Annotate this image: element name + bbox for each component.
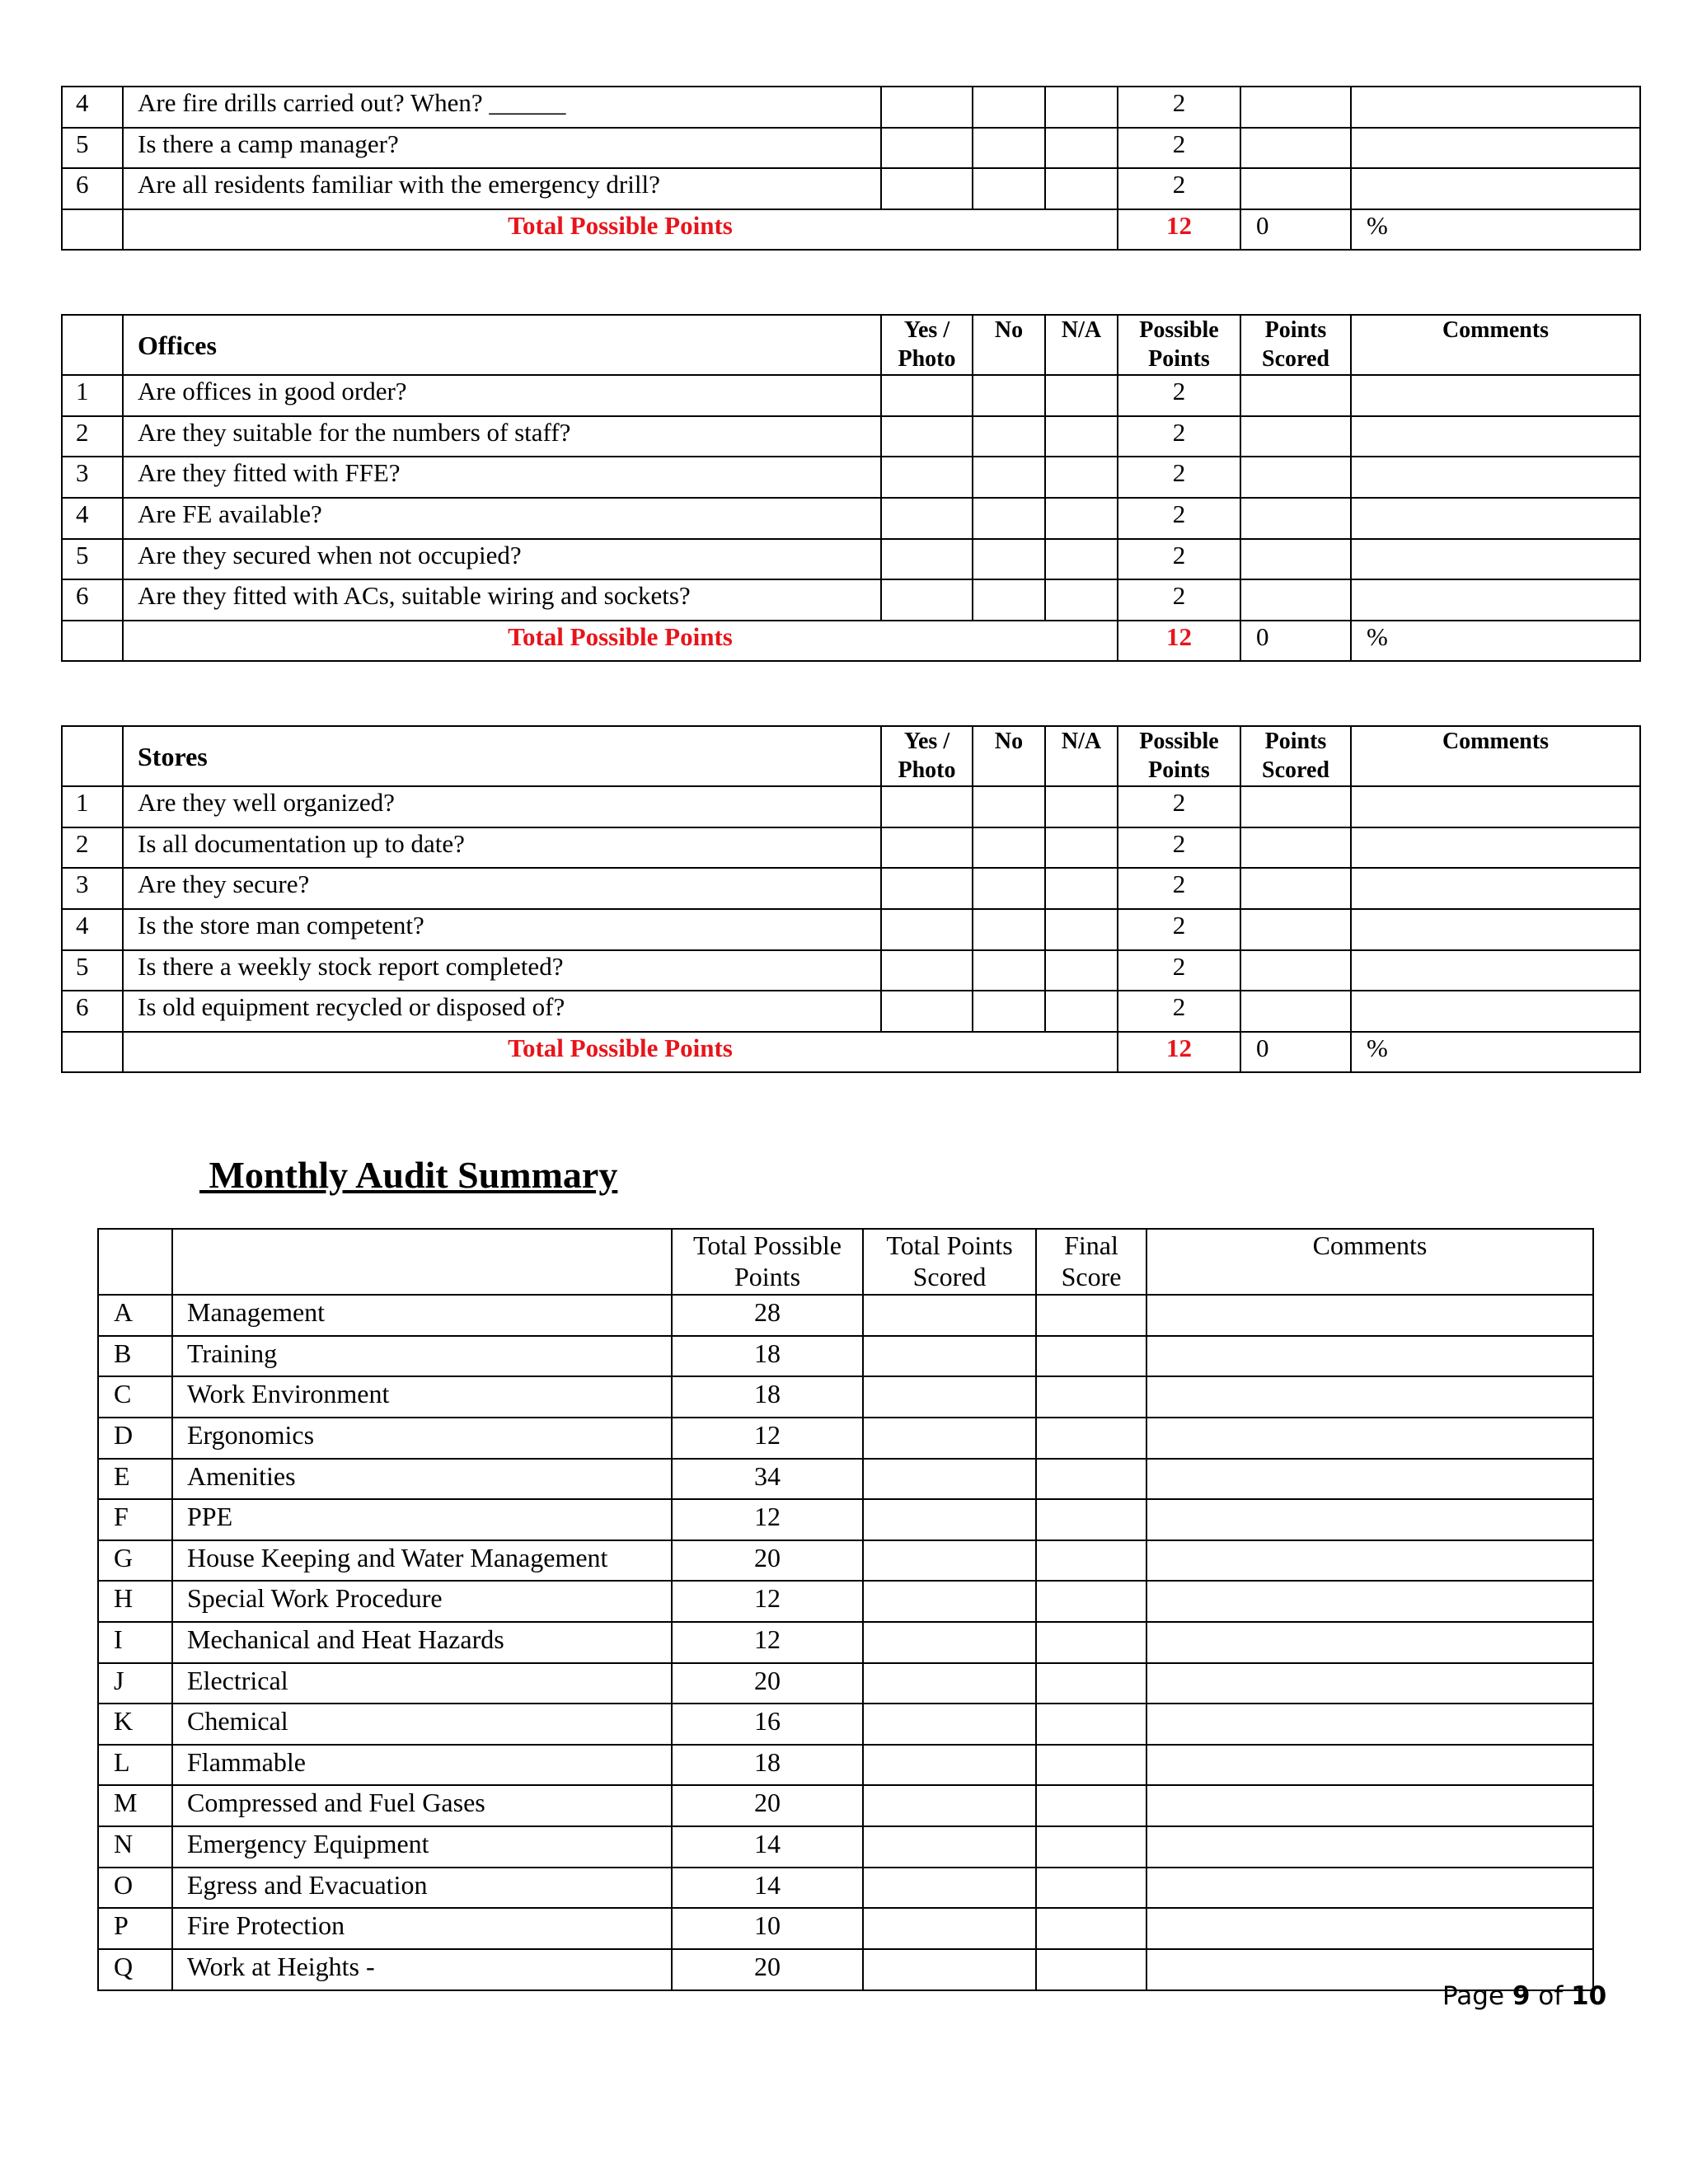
yes-cell[interactable] <box>881 87 973 128</box>
no-cell[interactable] <box>973 457 1045 498</box>
total-percent: % <box>1351 621 1640 661</box>
possible-points: 2 <box>1118 539 1240 579</box>
row-number: 4 <box>62 87 123 128</box>
comments-cell[interactable] <box>1351 87 1640 128</box>
question: Is there a camp manager? <box>123 128 881 168</box>
na-cell[interactable] <box>1045 168 1118 209</box>
category-letter: Q <box>98 1949 172 1990</box>
question: Are they well organized? <box>123 786 881 827</box>
question: Are they fitted with FFE? <box>123 457 881 498</box>
header-total-possible-points: Total Possible Points <box>672 1229 863 1295</box>
category-letter: M <box>98 1785 172 1826</box>
final-cell[interactable] <box>1036 1663 1146 1704</box>
scored-cell[interactable] <box>863 1826 1036 1868</box>
scored-cell[interactable] <box>1240 375 1351 416</box>
final-cell[interactable] <box>1036 1908 1146 1949</box>
header-possible-points: Possible Points <box>1118 726 1240 786</box>
total-percent: % <box>1351 1032 1640 1072</box>
header-comments: Comments <box>1146 1229 1593 1295</box>
summary-row <box>98 1868 1593 1908</box>
header-comments: Comments <box>1351 315 1640 375</box>
comments-cell[interactable] <box>1351 498 1640 539</box>
question: Are FE available? <box>123 498 881 539</box>
header-row <box>62 726 1640 786</box>
question: Are offices in good order? <box>123 375 881 416</box>
possible-points: 2 <box>1118 128 1240 168</box>
possible-points: 2 <box>1118 868 1240 909</box>
scored-cell[interactable] <box>1240 579 1351 621</box>
na-cell[interactable] <box>1045 950 1118 991</box>
comments-cell[interactable] <box>1351 457 1640 498</box>
no-cell[interactable] <box>973 168 1045 209</box>
row-number: 3 <box>62 868 123 909</box>
question: Is old equipment recycled or disposed of? <box>123 991 881 1032</box>
category-name: Compressed and Fuel Gases <box>172 1785 672 1826</box>
final-cell[interactable] <box>1036 1581 1146 1622</box>
category-points: 20 <box>672 1949 863 1990</box>
comments-cell[interactable] <box>1146 1336 1593 1376</box>
question: Are fire drills carried out? When? ______ <box>123 87 881 128</box>
final-cell[interactable] <box>1036 1540 1146 1581</box>
no-cell[interactable] <box>973 827 1045 868</box>
category-name: Mechanical and Heat Hazards <box>172 1622 672 1663</box>
category-name: Egress and Evacuation <box>172 1868 672 1908</box>
scored-cell[interactable] <box>1240 827 1351 868</box>
scored-cell[interactable] <box>863 1622 1036 1663</box>
summary-row <box>98 1622 1593 1663</box>
final-cell[interactable] <box>1036 1418 1146 1459</box>
comments-cell[interactable] <box>1351 539 1640 579</box>
final-cell[interactable] <box>1036 1745 1146 1785</box>
comments-cell[interactable] <box>1351 909 1640 950</box>
yes-cell[interactable] <box>881 991 973 1032</box>
possible-points: 2 <box>1118 498 1240 539</box>
no-cell[interactable] <box>973 786 1045 827</box>
row-number: 5 <box>62 128 123 168</box>
category-points: 14 <box>672 1868 863 1908</box>
scored-cell[interactable] <box>1240 128 1351 168</box>
total-scored: 0 <box>1240 1032 1351 1072</box>
total-label: Total Possible Points <box>123 621 1118 661</box>
scored-cell[interactable] <box>863 1295 1036 1336</box>
category-name: Special Work Procedure <box>172 1581 672 1622</box>
category-name: House Keeping and Water Management <box>172 1540 672 1581</box>
scored-cell[interactable] <box>863 1868 1036 1908</box>
category-letter: J <box>98 1663 172 1704</box>
category-letter: P <box>98 1908 172 1949</box>
comments-cell[interactable] <box>1146 1868 1593 1908</box>
section-title: Stores <box>123 726 881 786</box>
page-current: 9 <box>1512 1981 1531 2011</box>
header-na: N/A <box>1045 726 1118 786</box>
category-letter: D <box>98 1418 172 1459</box>
category-name: Emergency Equipment <box>172 1826 672 1868</box>
comments-cell[interactable] <box>1146 1826 1593 1868</box>
comments-cell[interactable] <box>1351 991 1640 1032</box>
question: Is there a weekly stock report completed? <box>123 950 881 991</box>
comments-cell[interactable] <box>1351 579 1640 621</box>
scored-cell[interactable] <box>1240 868 1351 909</box>
scored-cell[interactable] <box>863 1949 1036 1990</box>
header-yes-photo: Yes / Photo <box>881 726 973 786</box>
row-number: 4 <box>62 909 123 950</box>
category-points: 28 <box>672 1295 863 1336</box>
table-row <box>62 786 1640 827</box>
possible-points: 2 <box>1118 786 1240 827</box>
category-points: 18 <box>672 1745 863 1785</box>
comments-cell[interactable] <box>1351 168 1640 209</box>
na-cell[interactable] <box>1045 375 1118 416</box>
category-points: 10 <box>672 1908 863 1949</box>
summary-title: Monthly Audit Summary <box>199 1154 618 1196</box>
summary-row <box>98 1540 1593 1581</box>
possible-points: 2 <box>1118 375 1240 416</box>
final-cell[interactable] <box>1036 1785 1146 1826</box>
yes-cell[interactable] <box>881 168 973 209</box>
scored-cell[interactable] <box>863 1418 1036 1459</box>
summary-row <box>98 1908 1593 1949</box>
comments-cell[interactable] <box>1146 1908 1593 1949</box>
possible-points: 2 <box>1118 87 1240 128</box>
row-number: 1 <box>62 786 123 827</box>
comments-cell[interactable] <box>1351 950 1640 991</box>
header-na: N/A <box>1045 315 1118 375</box>
scored-cell[interactable] <box>1240 416 1351 457</box>
row-number: 6 <box>62 579 123 621</box>
yes-cell[interactable] <box>881 498 973 539</box>
header-yes-photo: Yes / Photo <box>881 315 973 375</box>
category-points: 18 <box>672 1336 863 1376</box>
yes-cell[interactable] <box>881 579 973 621</box>
table-row <box>62 827 1640 868</box>
na-cell[interactable] <box>1045 416 1118 457</box>
comments-cell[interactable] <box>1146 1418 1593 1459</box>
table-row <box>62 168 1640 209</box>
final-cell[interactable] <box>1036 1295 1146 1336</box>
na-cell[interactable] <box>1045 128 1118 168</box>
yes-cell[interactable] <box>881 539 973 579</box>
table-row <box>62 909 1640 950</box>
yes-cell[interactable] <box>881 786 973 827</box>
na-cell[interactable] <box>1045 579 1118 621</box>
no-cell[interactable] <box>973 909 1045 950</box>
comments-cell[interactable] <box>1351 827 1640 868</box>
possible-points: 2 <box>1118 909 1240 950</box>
category-letter: F <box>98 1499 172 1540</box>
header-no: No <box>973 315 1045 375</box>
final-cell[interactable] <box>1036 1376 1146 1418</box>
total-points: 12 <box>1118 209 1240 250</box>
category-name: Work Environment <box>172 1376 672 1418</box>
scored-cell[interactable] <box>1240 87 1351 128</box>
comments-cell[interactable] <box>1146 1459 1593 1499</box>
na-cell[interactable] <box>1045 868 1118 909</box>
row-number: 4 <box>62 498 123 539</box>
na-cell[interactable] <box>1045 827 1118 868</box>
category-name: Training <box>172 1336 672 1376</box>
category-points: 18 <box>672 1376 863 1418</box>
scored-cell[interactable] <box>863 1376 1036 1418</box>
total-percent: % <box>1351 209 1640 250</box>
row-number: 2 <box>62 827 123 868</box>
category-letter: E <box>98 1459 172 1499</box>
scored-cell[interactable] <box>1240 498 1351 539</box>
na-cell[interactable] <box>1045 786 1118 827</box>
no-cell[interactable] <box>973 128 1045 168</box>
question: Are they secure? <box>123 868 881 909</box>
category-letter: B <box>98 1336 172 1376</box>
category-letter: G <box>98 1540 172 1581</box>
na-cell[interactable] <box>1045 457 1118 498</box>
no-cell[interactable] <box>973 539 1045 579</box>
comments-cell[interactable] <box>1351 786 1640 827</box>
table-row <box>62 539 1640 579</box>
category-letter: L <box>98 1745 172 1785</box>
question: Is the store man competent? <box>123 909 881 950</box>
final-cell[interactable] <box>1036 1868 1146 1908</box>
yes-cell[interactable] <box>881 827 973 868</box>
summary-header-row <box>98 1229 1593 1295</box>
no-cell[interactable] <box>973 87 1045 128</box>
page-of: of <box>1538 1981 1564 2011</box>
page-number <box>1442 1980 1607 2013</box>
category-points: 14 <box>672 1826 863 1868</box>
na-cell[interactable] <box>1045 539 1118 579</box>
question: Are they fitted with ACs, suitable wiring and sockets? <box>123 579 881 621</box>
table-row <box>62 128 1640 168</box>
comments-cell[interactable] <box>1351 868 1640 909</box>
category-letter: N <box>98 1826 172 1868</box>
scored-cell[interactable] <box>863 1785 1036 1826</box>
yes-cell[interactable] <box>881 950 973 991</box>
category-points: 12 <box>672 1581 863 1622</box>
comments-cell[interactable] <box>1146 1704 1593 1745</box>
row-number: 2 <box>62 416 123 457</box>
header-points-scored: Points Scored <box>1240 726 1351 786</box>
total-scored: 0 <box>1240 209 1351 250</box>
header-possible-points: Possible Points <box>1118 315 1240 375</box>
row-number: 6 <box>62 991 123 1032</box>
scored-cell[interactable] <box>1240 991 1351 1032</box>
no-cell[interactable] <box>973 375 1045 416</box>
final-cell[interactable] <box>1036 1622 1146 1663</box>
category-name: Electrical <box>172 1663 672 1704</box>
category-points: 20 <box>672 1540 863 1581</box>
category-letter: H <box>98 1581 172 1622</box>
audit-table-continuation <box>61 86 1641 251</box>
header-total-points-scored: Total Points Scored <box>863 1229 1036 1295</box>
summary-table <box>97 1228 1594 1991</box>
yes-cell[interactable] <box>881 128 973 168</box>
row-number: 3 <box>62 457 123 498</box>
summary-row <box>98 1949 1593 1990</box>
summary-row <box>98 1459 1593 1499</box>
yes-cell[interactable] <box>881 375 973 416</box>
scored-cell[interactable] <box>1240 539 1351 579</box>
no-cell[interactable] <box>973 868 1045 909</box>
possible-points: 2 <box>1118 827 1240 868</box>
final-cell[interactable] <box>1036 1826 1146 1868</box>
no-cell[interactable] <box>973 991 1045 1032</box>
audit-table-stores <box>61 725 1641 1073</box>
summary-row <box>98 1785 1593 1826</box>
total-row <box>62 621 1640 661</box>
table-row <box>62 950 1640 991</box>
table-row <box>62 498 1640 539</box>
comments-cell[interactable] <box>1351 375 1640 416</box>
final-cell[interactable] <box>1036 1336 1146 1376</box>
summary-row <box>98 1663 1593 1704</box>
summary-row <box>98 1376 1593 1418</box>
page-total: 10 <box>1571 1981 1607 2011</box>
header-comments: Comments <box>1351 726 1640 786</box>
category-name: Fire Protection <box>172 1908 672 1949</box>
scored-cell[interactable] <box>863 1459 1036 1499</box>
scored-cell[interactable] <box>863 1908 1036 1949</box>
table-row <box>62 868 1640 909</box>
yes-cell[interactable] <box>881 868 973 909</box>
summary-row <box>98 1745 1593 1785</box>
table-row <box>62 991 1640 1032</box>
summary-row <box>98 1336 1593 1376</box>
question: Are they suitable for the numbers of staff? <box>123 416 881 457</box>
category-name: Management <box>172 1295 672 1336</box>
audit-table-offices <box>61 314 1641 662</box>
total-scored: 0 <box>1240 621 1351 661</box>
scored-cell[interactable] <box>863 1704 1036 1745</box>
summary-row <box>98 1418 1593 1459</box>
no-cell[interactable] <box>973 579 1045 621</box>
yes-cell[interactable] <box>881 909 973 950</box>
no-cell[interactable] <box>973 498 1045 539</box>
possible-points: 2 <box>1118 416 1240 457</box>
table-row <box>62 87 1640 128</box>
final-cell[interactable] <box>1036 1949 1146 1990</box>
category-points: 12 <box>672 1499 863 1540</box>
comments-cell[interactable] <box>1146 1295 1593 1336</box>
summary-row <box>98 1704 1593 1745</box>
row-number: 5 <box>62 950 123 991</box>
scored-cell[interactable] <box>863 1663 1036 1704</box>
yes-cell[interactable] <box>881 457 973 498</box>
section-title: Offices <box>123 315 881 375</box>
total-points: 12 <box>1118 621 1240 661</box>
scored-cell[interactable] <box>863 1499 1036 1540</box>
category-name: Chemical <box>172 1704 672 1745</box>
final-cell[interactable] <box>1036 1704 1146 1745</box>
possible-points: 2 <box>1118 991 1240 1032</box>
row-number: 5 <box>62 539 123 579</box>
scored-cell[interactable] <box>1240 168 1351 209</box>
na-cell[interactable] <box>1045 991 1118 1032</box>
comments-cell[interactable] <box>1146 1745 1593 1785</box>
header-final-score: Final Score <box>1036 1229 1146 1295</box>
total-row <box>62 209 1640 250</box>
scored-cell[interactable] <box>1240 786 1351 827</box>
category-points: 34 <box>672 1459 863 1499</box>
category-name: PPE <box>172 1499 672 1540</box>
comments-cell[interactable] <box>1146 1376 1593 1418</box>
table-row <box>62 416 1640 457</box>
category-points: 12 <box>672 1622 863 1663</box>
category-name: Ergonomics <box>172 1418 672 1459</box>
possible-points: 2 <box>1118 457 1240 498</box>
possible-points: 2 <box>1118 950 1240 991</box>
table-row <box>62 457 1640 498</box>
row-number: 1 <box>62 375 123 416</box>
possible-points: 2 <box>1118 579 1240 621</box>
comments-cell[interactable] <box>1146 1622 1593 1663</box>
scored-cell[interactable] <box>1240 950 1351 991</box>
category-letter: C <box>98 1376 172 1418</box>
question: Is all documentation up to date? <box>123 827 881 868</box>
summary-row <box>98 1826 1593 1868</box>
no-cell[interactable] <box>973 416 1045 457</box>
scored-cell[interactable] <box>863 1336 1036 1376</box>
comments-cell[interactable] <box>1146 1581 1593 1622</box>
summary-row <box>98 1581 1593 1622</box>
comments-cell[interactable] <box>1351 416 1640 457</box>
no-cell[interactable] <box>973 950 1045 991</box>
scored-cell[interactable] <box>1240 909 1351 950</box>
comments-cell[interactable] <box>1146 1540 1593 1581</box>
scored-cell[interactable] <box>863 1540 1036 1581</box>
yes-cell[interactable] <box>881 416 973 457</box>
category-letter: I <box>98 1622 172 1663</box>
question: Are all residents familiar with the emergency drill? <box>123 168 881 209</box>
question: Are they secured when not occupied? <box>123 539 881 579</box>
header-points-scored: Points Scored <box>1240 315 1351 375</box>
page-label: Page <box>1442 1981 1505 2011</box>
na-cell[interactable] <box>1045 87 1118 128</box>
row-number: 6 <box>62 168 123 209</box>
comments-cell[interactable] <box>1351 128 1640 168</box>
total-label: Total Possible Points <box>123 209 1118 250</box>
category-letter: K <box>98 1704 172 1745</box>
total-row <box>62 1032 1640 1072</box>
total-label: Total Possible Points <box>123 1032 1118 1072</box>
category-points: 12 <box>672 1418 863 1459</box>
summary-row <box>98 1295 1593 1336</box>
comments-cell[interactable] <box>1146 1499 1593 1540</box>
comments-cell[interactable] <box>1146 1785 1593 1826</box>
table-row <box>62 375 1640 416</box>
category-letter: O <box>98 1868 172 1908</box>
header-no: No <box>973 726 1045 786</box>
category-points: 20 <box>672 1663 863 1704</box>
possible-points: 2 <box>1118 168 1240 209</box>
category-name: Amenities <box>172 1459 672 1499</box>
category-name: Work at Heights - <box>172 1949 672 1990</box>
scored-cell[interactable] <box>1240 457 1351 498</box>
scored-cell[interactable] <box>863 1581 1036 1622</box>
scored-cell[interactable] <box>863 1745 1036 1785</box>
header-row <box>62 315 1640 375</box>
category-letter: A <box>98 1295 172 1336</box>
na-cell[interactable] <box>1045 909 1118 950</box>
category-points: 20 <box>672 1785 863 1826</box>
total-points: 12 <box>1118 1032 1240 1072</box>
category-points: 16 <box>672 1704 863 1745</box>
final-cell[interactable] <box>1036 1499 1146 1540</box>
na-cell[interactable] <box>1045 498 1118 539</box>
category-name: Flammable <box>172 1745 672 1785</box>
final-cell[interactable] <box>1036 1459 1146 1499</box>
table-row <box>62 579 1640 621</box>
summary-row <box>98 1499 1593 1540</box>
comments-cell[interactable] <box>1146 1663 1593 1704</box>
